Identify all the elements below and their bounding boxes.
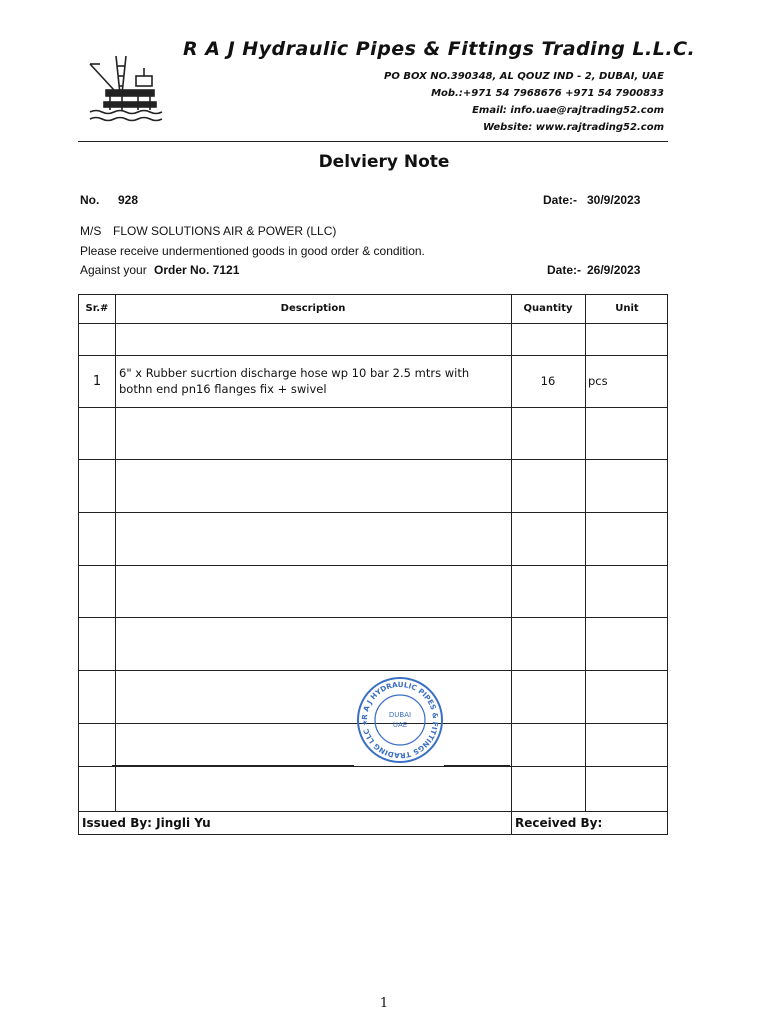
row-unit: pcs xyxy=(588,374,608,388)
row-description-line2: bothn end pn16 flanges fix + swivel xyxy=(119,382,327,396)
stamp-city: DUBAI xyxy=(388,711,412,719)
page-number: 1 xyxy=(379,996,389,1011)
header-quantity: Quantity xyxy=(523,303,573,314)
row-sr: 1 xyxy=(92,374,102,389)
order-date-label: Date:- xyxy=(547,263,582,277)
issued-by: Issued By: Jingli Yu xyxy=(82,816,211,830)
company-website: Website: www.rajtrading52.com xyxy=(483,122,664,133)
stamp-country: UAE xyxy=(392,721,408,729)
company-address: PO BOX NO.390348, AL QOUZ IND - 2, DUBAI, UAE xyxy=(384,71,664,82)
order-number: Order No. 7121 xyxy=(154,263,240,277)
signature-line-left xyxy=(112,765,354,766)
company-email: Email: info.uae@rajtrading52.com xyxy=(472,105,664,116)
row-description-line1: 6" x Rubber sucrtion discharge hose wp 10 bar 2.5 mtrs with xyxy=(119,366,470,380)
header-unit: Unit xyxy=(615,303,639,314)
header-sr: Sr.# xyxy=(85,303,109,314)
header-divider xyxy=(78,141,668,142)
header-description: Description xyxy=(280,303,346,314)
order-date-value: 26/9/2023 xyxy=(587,263,641,277)
note-number-value: 928 xyxy=(118,193,139,207)
date-label: Date:- xyxy=(543,193,578,207)
signature-row xyxy=(78,811,668,835)
row-quantity: 16 xyxy=(540,374,556,388)
ms-label: M/S xyxy=(80,224,102,238)
signature-line-right xyxy=(444,765,510,766)
against-text: Against your xyxy=(80,263,147,277)
customer-name: FLOW SOLUTIONS AIR & POWER (LLC) xyxy=(113,224,337,238)
company-name: R A J Hydraulic Pipes & Fittings Trading L.L.C. xyxy=(183,38,696,60)
stamp-ring-text: R A J HYDRAULIC PIPES & FITTINGS TRADING LLC ★ xyxy=(359,679,441,761)
company-stamp xyxy=(356,676,444,764)
note-number-label: No. xyxy=(80,193,100,207)
received-by: Received By: xyxy=(515,816,603,830)
oil-rig-icon xyxy=(86,50,172,124)
date-value: 30/9/2023 xyxy=(587,193,641,207)
page-title: Delviery Note xyxy=(318,152,450,172)
company-mobile: Mob.:+971 54 7968676 +971 54 7900833 xyxy=(431,88,664,99)
receive-text: Please receive undermentioned goods in good order & condition. xyxy=(80,244,425,258)
